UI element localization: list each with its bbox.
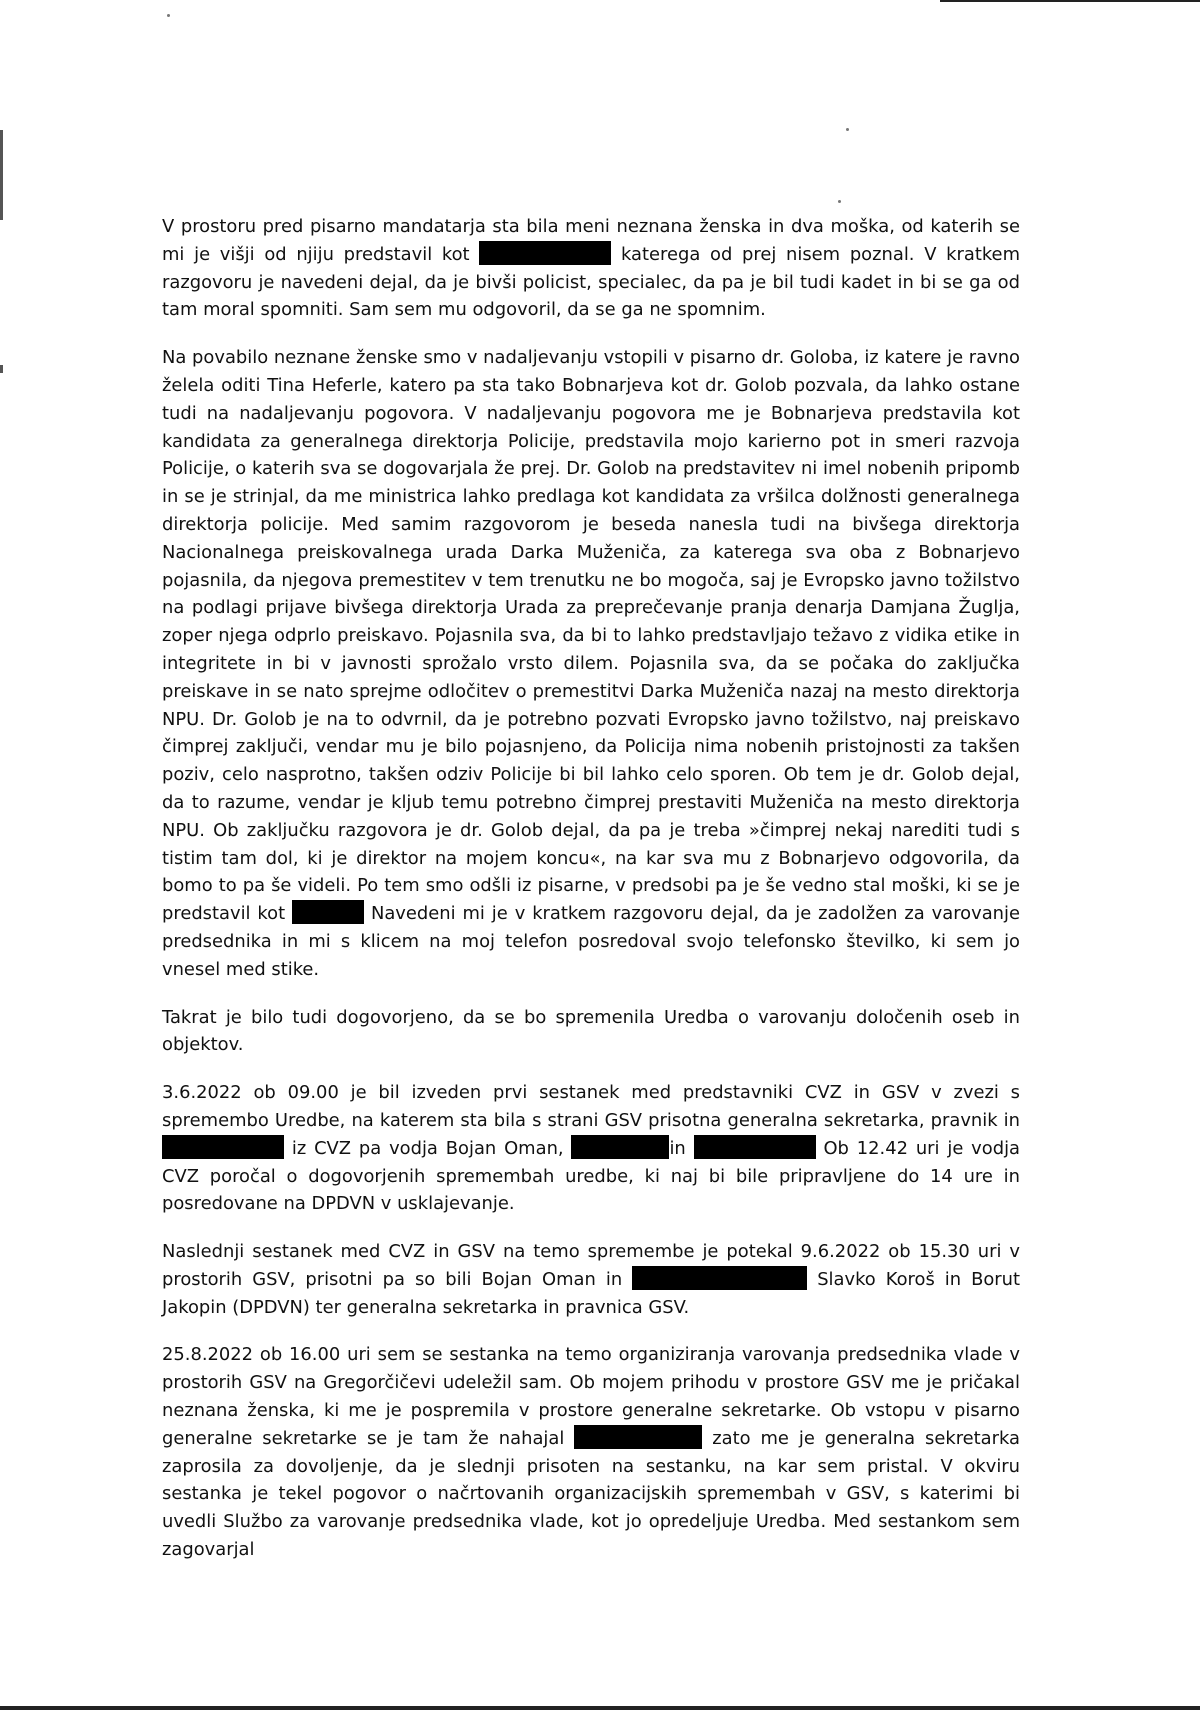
paragraph-text: iz CVZ pa vodja Bojan Oman, (284, 1137, 564, 1159)
paragraph-6 (162, 1341, 1020, 1563)
redaction-bar (162, 1135, 284, 1159)
scan-edge-top (940, 0, 1200, 2)
paragraph-text: 3.6.2022 ob 09.00 je bil izveden prvi sestanek med predstavniki CVZ in GSV v zvezi s spremembo Uredbe, na katerem sta bila s strani GSV prisotna generalna sekretarka, pravnik in (162, 1082, 1020, 1131)
paragraph-text: Ob 12.42 uri je vodja CVZ poročal o dogovorjenih spremembah uredbe, ki naj bi bile pripravljene do 14 ure in posredovane na DPDVN v usklajevanje. (162, 1137, 1021, 1215)
redaction-bar (574, 1425, 702, 1449)
paragraph-text: Slavko Koroš in Borut Jakopin (DPDVN) ter generalna sekretarka in pravnica GSV. (162, 1268, 1021, 1318)
paragraph-1 (162, 213, 1020, 324)
redaction-bar (479, 241, 611, 265)
document-body (162, 213, 1020, 1584)
scan-edge-left (0, 365, 3, 373)
scan-speck (846, 128, 849, 131)
redaction-bar (694, 1135, 816, 1159)
paragraph-text: Na povabilo neznane ženske smo v nadaljevanju vstopili v pisarno dr. Goloba, iz katere je ravno želela oditi Tina Heferle, katero pa sta tako Bobnarjeva kot dr. Golob pozvala, da lahko ostane tudi na nadaljevanju pogovora. V nadaljevanju pogovora me je Bobnarjeva predstavila kot kandidata za generalnega direktorja Policije, predstavila mojo karierno pot in smeri razvoja Policije, o katerih sva se dogovarjala že prej. Dr. Golob na predstavitev ni imel nobenih pripomb in se je strinjal, da me ministrica lahko predlaga kot kandidata za vršilca dolžnosti generalnega direktorja policije. Med samim razgovorom je beseda nanesla tudi na bivšega direktorja Nacionalnega preiskovalnega urada Darka Muženiča, za katerega sva oba z Bobnarjevo pojasnila, da njegova premestitev v tem trenutku ne bo mogoča, saj je Evropsko javno tožilstvo na podlagi prijave bivšega direktorja Urada za preprečevanje pranja denarja Damjana Žuglja, zoper njega odprlo preiskavo. Pojasnila sva, da bi to lahko predstavljajo težavo z vidika etike in integritete in bi v javnosti sprožalo vrsto dilem. Pojasnila sva, da se počaka do zaključka preiskave in se nato sprejme odločitev o premestitvi Darka Muženiča nazaj na mesto direktorja NPU. Dr. Golob je na to odvrnil, da je potrebno pozvati Evropsko javno tožilstvo, naj preiskavo čimprej zaključi, vendar mu je bilo pojasnjeno, da Policija nima nobenih pristojnosti za takšen poziv, celo nasprotno, takšen odziv Policije bi bil lahko celo sporen. Ob tem je dr. Golob dejal, da to razume, vendar je kljub temu potrebno čimprej prestaviti Muženiča na mesto direktorja NPU. Ob zaključku razgovora je dr. Golob dejal, da pa je treba »čimprej nekaj narediti tudi s tistim tam dol, ki je direktor na mojem koncu«, na kar sva mu z Bobnarjevo odgovorila, da bomo to pa še videli. Po tem smo odšli iz pisarne, v predsobi pa je še vedno stal moški, ki se je predstavil kot (162, 347, 1020, 925)
scan-speck (838, 200, 841, 203)
scan-speck (167, 14, 170, 17)
paragraph-4 (162, 1079, 1020, 1218)
paragraph-text: zato me je generalna sekretarka zaprosila za dovoljenje, da je slednji prisoten na sestanku, na kar sem pristal. V okviru sestanka je tekel pogovor o načrtovanih organizacijskih spremembah v GSV, s katerimi bi uvedli Službo za varovanje predsednika vlade, kot jo opredeljuje Uredba. Med sestankom sem zagovarjal (162, 1427, 1021, 1561)
paragraph-text: Navedeni mi je v kratkem razgovoru dejal, da je zadolžen za varovanje predsednika in mi s klicem na moj telefon posredoval svojo telefonsko številko, ki sem jo vnesel med stike. (162, 903, 1020, 980)
paragraph-3 (162, 1004, 1020, 1060)
paragraph-text: 25.8.2022 ob 16.00 uri sem se sestanka na temo organiziranja varovanja predsednika vlade v prostorih GSV na Gregorčičevi udeležil sam. Ob mojem prihodu v prostore GSV me je pričakal neznana ženska, ki me je pospremila v prostore generalne sekretarke. Ob vstopu v pisarno generalne sekretarke se je tam že nahajal (162, 1344, 1020, 1449)
paragraph-text: in (669, 1137, 686, 1159)
paragraph-text: V prostoru pred pisarno mandatarja sta bila meni neznana ženska in dva moška, od katerih se mi je višji od njiju predstavil kot (162, 216, 1020, 265)
scan-edge-left (0, 130, 3, 220)
paragraph-text: Naslednji sestanek med CVZ in GSV na temo spremembe je potekal 9.6.2022 ob 15.30 uri v prostorih GSV, prisotni pa so bili Bojan Oman in (162, 1241, 1020, 1290)
paragraph-text: Takrat je bilo tudi dogovorjeno, da se bo spremenila Uredba o varovanju določenih oseb in objektov. (162, 1006, 1020, 1056)
scan-edge-bottom (0, 1706, 1200, 1710)
redaction-bar (632, 1266, 807, 1290)
paragraph-5 (162, 1238, 1020, 1321)
redaction-bar (292, 900, 364, 924)
paragraph-2 (162, 344, 1020, 983)
redaction-bar (571, 1135, 669, 1159)
paragraph-text: katerega od prej nisem poznal. V kratkem razgovoru je navedeni dejal, da je bivši policist, specialec, da pa je bil tudi kadet in bi se ga od tam moral spomniti. Sam sem mu odgovoril, da se ga ne spomnim. (162, 243, 1020, 321)
